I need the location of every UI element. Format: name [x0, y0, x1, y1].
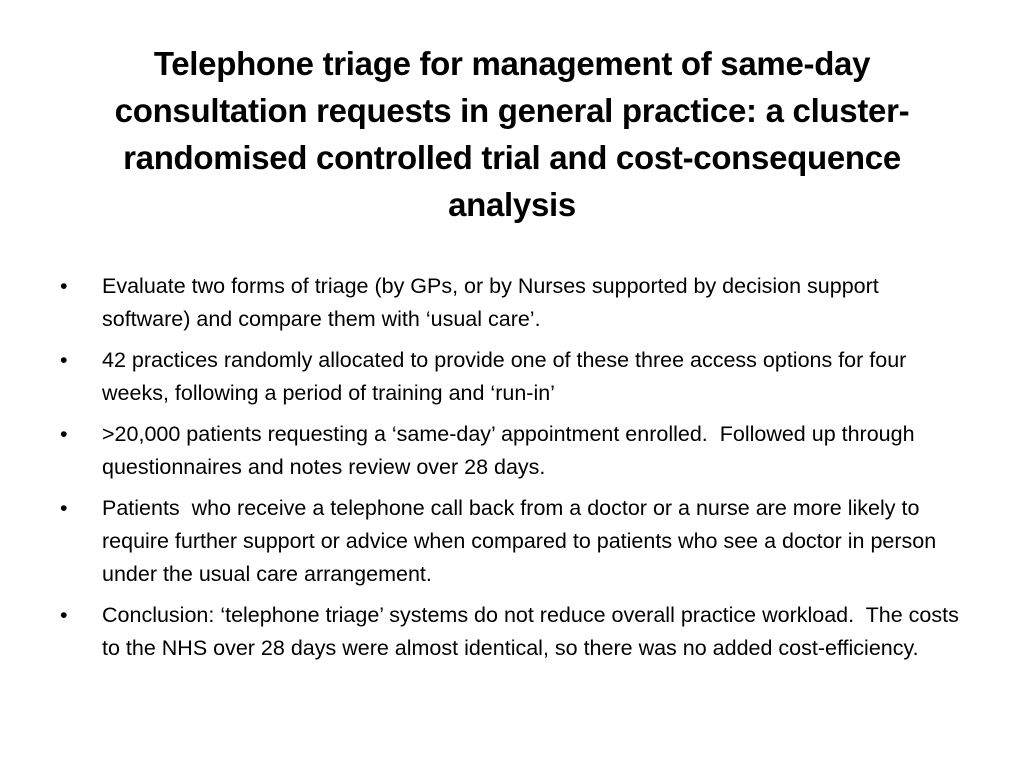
bullet-item	[58, 418, 970, 484]
bullet-dot-icon: •	[60, 422, 68, 446]
bullet-item	[58, 270, 970, 336]
bullet-item	[58, 344, 970, 410]
bullet-item	[58, 599, 970, 665]
bullet-text: >20,000 patients requesting a ‘same-day’ appointment enrolled. Followed up through questionnaires and notes review over 28 days.	[102, 422, 921, 479]
bullet-item	[58, 492, 970, 591]
bullet-text: Patients who receive a telephone call back from a doctor or a nurse are more likely to require further support or advice when compared to patients who see a doctor in person under the usual care arrangement.	[102, 496, 943, 586]
slide-title: Telephone triage for management of same-day consultation requests in general practice: a cluster-randomised controlled trial and cost-consequence analysis	[114, 45, 910, 223]
bullet-dot-icon: •	[60, 603, 68, 627]
bullet-list	[58, 270, 970, 673]
bullet-dot-icon: •	[60, 274, 68, 298]
bullet-text: Evaluate two forms of triage (by GPs, or by Nurses supported by decision support software) and compare them with ‘usual care’.	[102, 274, 885, 331]
bullet-text: 42 practices randomly allocated to provide one of these three access options for four weeks, following a period of training and ‘run-in’	[102, 348, 913, 405]
bullet-dot-icon: •	[60, 348, 68, 372]
bullet-dot-icon: •	[60, 496, 68, 520]
bullet-text: Conclusion: ‘telephone triage’ systems do not reduce overall practice workload. The costs to the NHS over 28 days were almost identical, so there was no added cost-efficiency.	[102, 603, 965, 660]
